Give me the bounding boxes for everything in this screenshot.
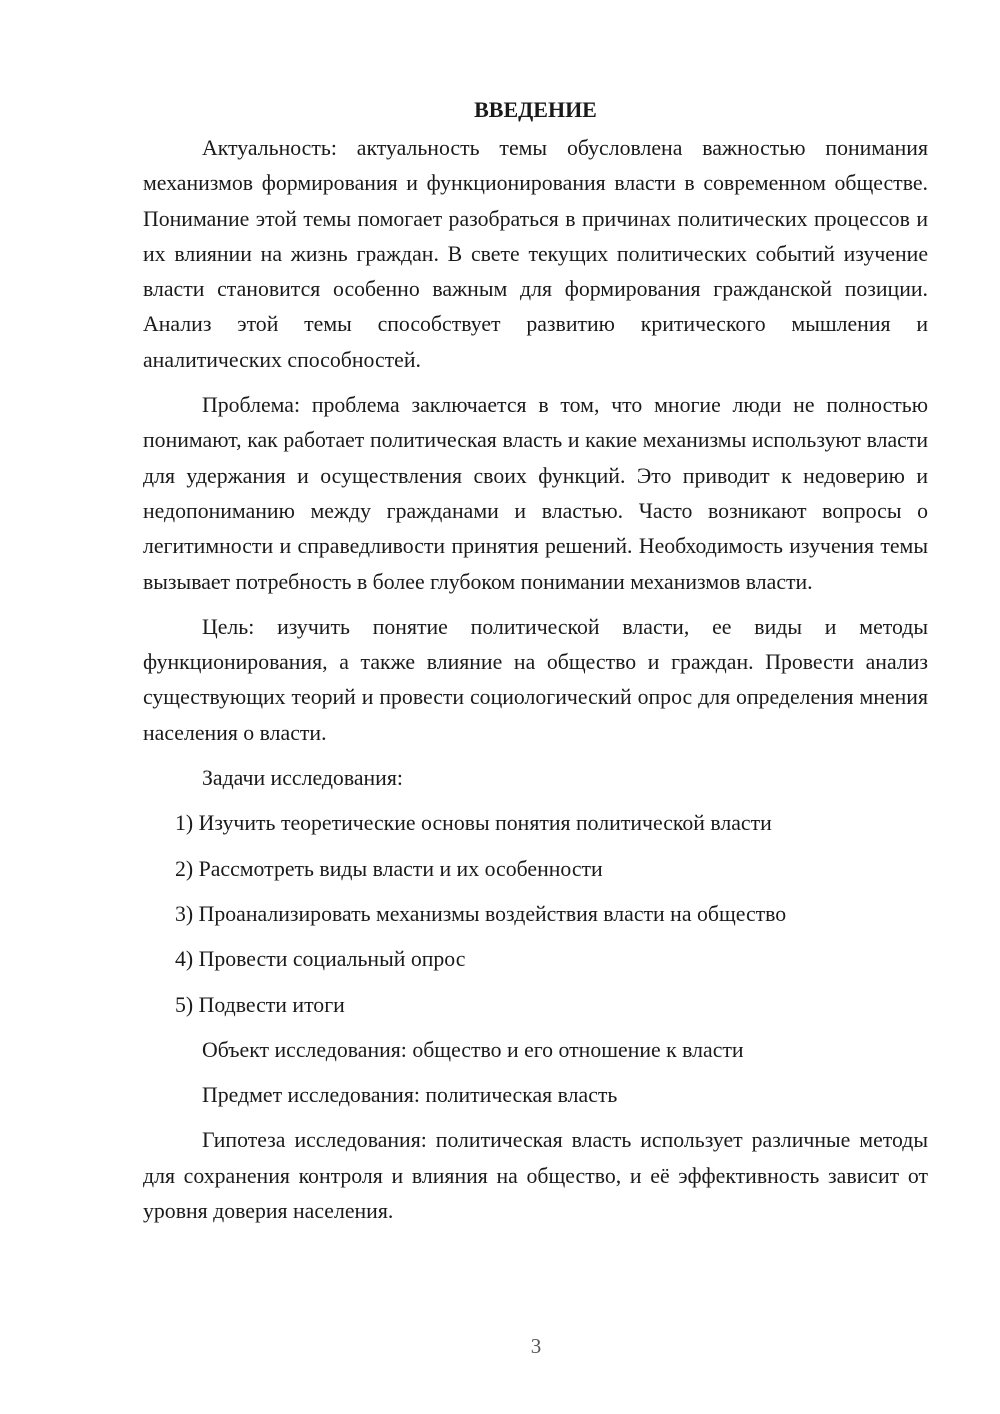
task-item: 5) Подвести итоги	[175, 992, 345, 1017]
problem-paragraph: Проблема: проблема заключается в том, что многие люди не полностью понимают, как работает политическая власть и какие механизмы используют власти для удержания и осуществления своих функций. Это приводит к недоверию и недопониманию между гражданами и властью. Часто возникают вопросы о легитимности и справедливости принятия решений. Необходимость изучения темы вызывает потребность в более глубоком понимании механизмов власти.	[143, 393, 928, 594]
relevance-paragraph: Актуальность: актуальность темы обусловлена важностью понимания механизмов формирования и функционирования власти в современном обществе. Понимание этой темы помогает разобраться в причинах политических процессов и их влиянии на жизнь граждан. В свете текущих политических событий изучение власти становится особенно важным для формирования гражданской позиции. Анализ этой темы способствует развитию критического мышления и аналитических способностей.	[143, 136, 928, 372]
page-title: ВВЕДЕНИЕ	[474, 97, 597, 122]
subject-paragraph: Предмет исследования: политическая власть	[202, 1083, 618, 1108]
task-item: 2) Рассмотреть виды власти и их особенности	[175, 856, 603, 881]
hypothesis-paragraph: Гипотеза исследования: политическая власть использует различные методы для сохранения контроля и влияния на общество, и её эффективность зависит от уровня доверия населения.	[143, 1128, 928, 1224]
task-item: 3) Проанализировать механизмы воздействия власти на общество	[175, 901, 787, 926]
page-number: 3	[530, 1334, 542, 1358]
task-item: 4) Провести социальный опрос	[175, 947, 466, 972]
tasks-list	[143, 806, 928, 1022]
document-page	[143, 92, 928, 1239]
goal-paragraph: Цель: изучить понятие политической власти, ее виды и методы функционирования, а также влияние на общество и граждан. Провести анализ существующих теорий и провести социологический опрос для определения мнения населения о власти.	[143, 614, 928, 745]
tasks-heading: Задачи исследования:	[202, 766, 403, 791]
task-item: 1) Изучить теоретические основы понятия политической власти	[175, 811, 772, 836]
object-paragraph: Объект исследования: общество и его отношение к власти	[202, 1037, 744, 1062]
